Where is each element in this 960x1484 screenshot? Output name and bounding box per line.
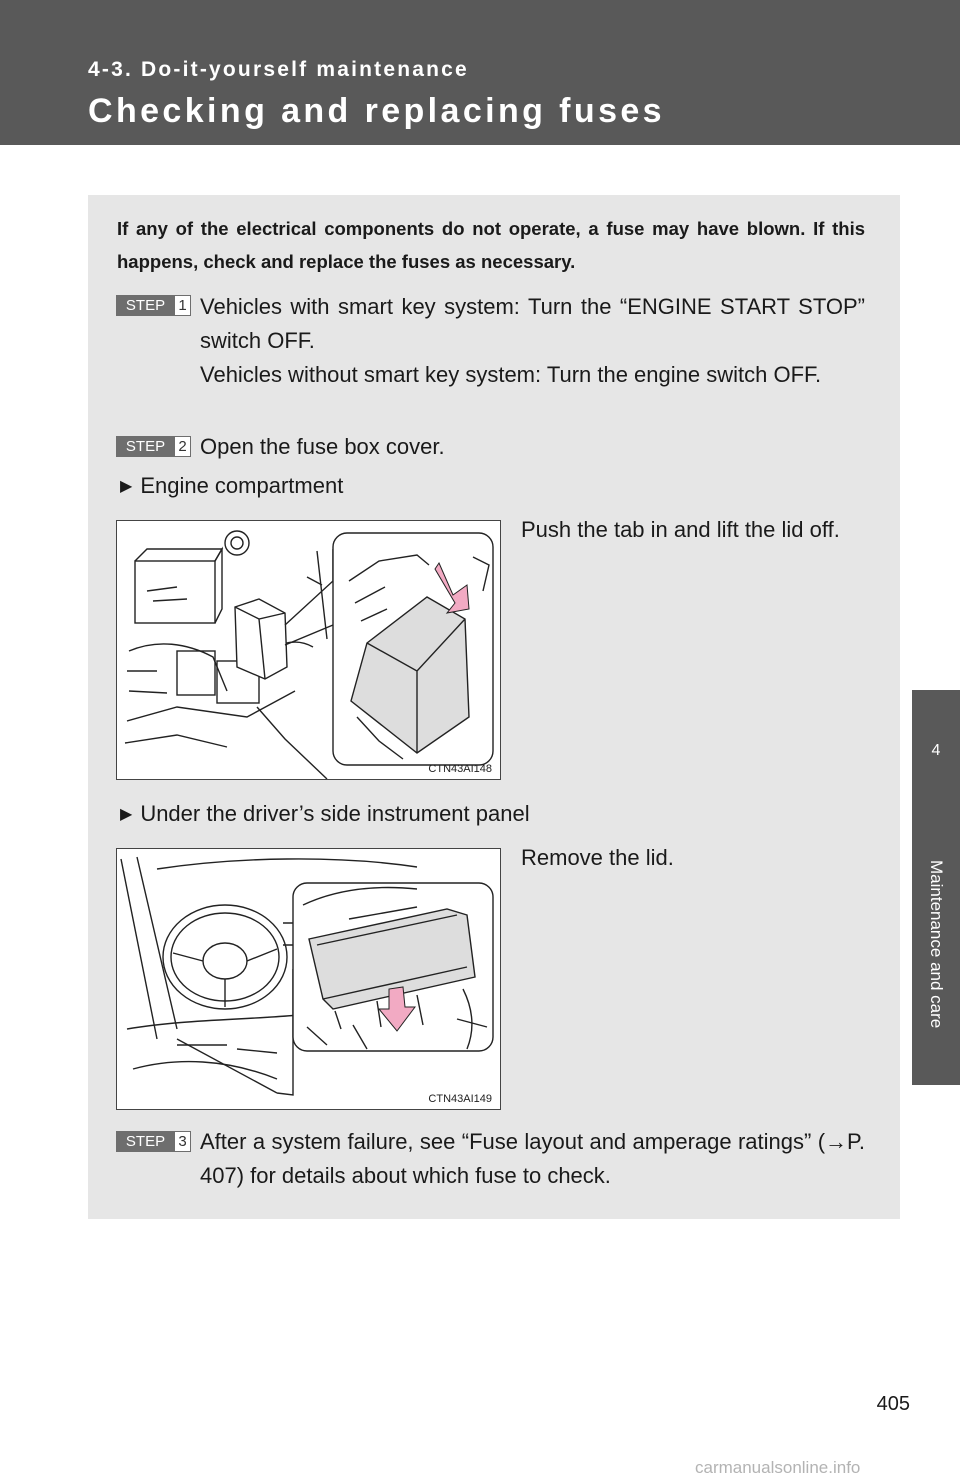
chapter-label: Maintenance and care [927, 860, 946, 1029]
engine-fuse-box-figure [116, 520, 501, 780]
location-engine-compartment [120, 469, 343, 504]
instrument-panel-fuse-figure [116, 848, 501, 1110]
page-title: Checking and replacing fuses [88, 92, 665, 130]
step-1-text-b: Vehicles without smart key system: Turn the engine switch OFF. [200, 362, 822, 387]
step-3-badge [116, 1131, 191, 1152]
chapter-number: 4 [931, 742, 941, 759]
step-2-text: Open the fuse box cover. [200, 434, 445, 459]
step-2-badge [116, 436, 191, 457]
step-1-text-a: Vehicles with smart key system: Turn the “ENGINE START STOP” switch OFF. [200, 294, 865, 353]
chapter-side-tab [912, 690, 960, 1085]
step-label: STEP [125, 438, 166, 455]
step-1-badge [116, 295, 191, 316]
intro-text: If any of the electrical components do not operate, a fuse may have blown. If this happens, check and replace the fuses as necessary. [117, 218, 865, 272]
step-number: 3 [175, 1132, 190, 1151]
location-title: Under the driver’s side instrument panel [140, 801, 530, 826]
page-header [0, 0, 960, 145]
step-number: 1 [175, 296, 190, 315]
step-number: 2 [175, 437, 190, 456]
step-label: STEP [125, 297, 166, 314]
watermark: carmanualsonline.info [695, 1458, 861, 1477]
step-label: STEP [125, 1133, 166, 1150]
page-number: 405 [876, 1393, 910, 1415]
step-3-text: After a system failure, see “Fuse layout and amperage ratings” (→P. 407) for details about which fuse to check. [200, 1129, 865, 1188]
bullet-triangle-icon: ▶ [120, 806, 133, 823]
figure-code: CTN43AI148 [428, 763, 492, 775]
location-instrument-panel [120, 797, 530, 832]
engine-fuse-box-illustration [117, 521, 500, 779]
location-1-instruction: Push the tab in and lift the lid off. [521, 517, 840, 542]
bullet-triangle-icon: ▶ [120, 478, 133, 495]
instrument-panel-illustration [117, 849, 500, 1109]
section-heading: 4-3. Do-it-yourself maintenance [88, 58, 469, 81]
figure-code: CTN43AI149 [428, 1093, 492, 1105]
location-title: Engine compartment [140, 473, 344, 498]
location-2-instruction: Remove the lid. [521, 845, 674, 870]
